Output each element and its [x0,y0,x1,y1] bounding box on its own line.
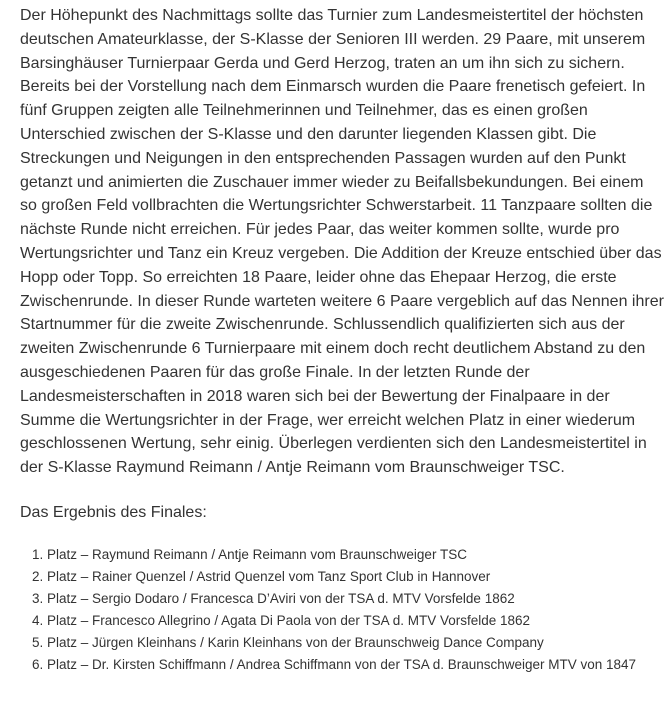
article-paragraph: Der Höhepunkt des Nachmittags sollte das Turnier zum Landesmeistertitel der höchsten deutschen Amateurklasse, der S-Klasse der Senioren III werden. 29 Paare, mit unserem Barsinghäuser Turnierpaar Gerda und Gerd Herzog, traten an um ihn sich zu sichern. Bereits bei der Vorstellung nach dem Einmarsch wurden die Paare frenetisch gefeiert. In fünf Gruppen zeigten alle Teilnehmerinnen und Teilnehmer, das es einen großen Unterschied zwischen der S-Klasse und den darunter liegenden Klassen gibt. Die Streckungen und Neigungen in den entsprechenden Passagen wurden auf den Punkt getanzt und animierten die Zuschauer immer wieder zu Beifallsbekundungen. Bei einem so großen Feld vollbrachten die Wertungsrichter Schwerstarbeit. 11 Tanzpaare sollten die nächste Runde nicht erreichen. Für jedes Paar, das weiter kommen sollte, wurde pro Wertungsrichter und Tanz ein Kreuz vergeben. Die Addition der Kreuze entschied über das Hopp oder Topp. So erreichten 18 Paare, leider ohne das Ehepaar Herzog, die erste Zwischenrunde. In dieser Runde warteten weitere 6 Paare vergeblich auf das Nennen ihrer Startnummer für die zweite Zwischenrunde. Schlussendlich qualifizierten sich aus der zweiten Zwischenrunde 6 Turnierpaare mit einem doch recht deutlichem Abstand zu den ausgeschiedenen Paaren für das große Finale. In der letzten Runde der Landesmeisterschaften in 2018 waren sich bei der Bewertung der Finalpaare in der Summe die Wertungsrichter in der Frage, wer erreicht welchen Platz in einer wiederum geschlossenen Wertung, sehr einig. Überlegen verdienten sich den Landesmeistertitel in der S-Klasse Raymund Reimann / Antje Reimann vom Braunschweiger TSC. [20,7,664,477]
article-body [20,4,664,676]
result-item-6: 6. Platz – Dr. Kirsten Schiffmann / Andrea Schiffmann von der TSA d. Braunschweiger MTV von 1847 [47,654,664,676]
results-list [20,544,664,676]
result-item-5: 5. Platz – Jürgen Kleinhans / Karin Kleinhans von der Braunschweig Dance Company [47,632,664,654]
result-item-2: 2. Platz – Rainer Quenzel / Astrid Quenzel vom Tanz Sport Club in Hannover [47,566,664,588]
result-item-4: 4. Platz – Francesco Allegrino / Agata Di Paola von der TSA d. MTV Vorsfelde 1862 [47,610,664,632]
result-item-1: 1. Platz – Raymund Reimann / Antje Reimann vom Braunschweiger TSC [47,544,664,566]
result-item-3: 3. Platz – Sergio Dodaro / Francesca D’Aviri von der TSA d. MTV Vorsfelde 1862 [47,588,664,610]
finals-heading: Das Ergebnis des Finales: [20,503,207,521]
